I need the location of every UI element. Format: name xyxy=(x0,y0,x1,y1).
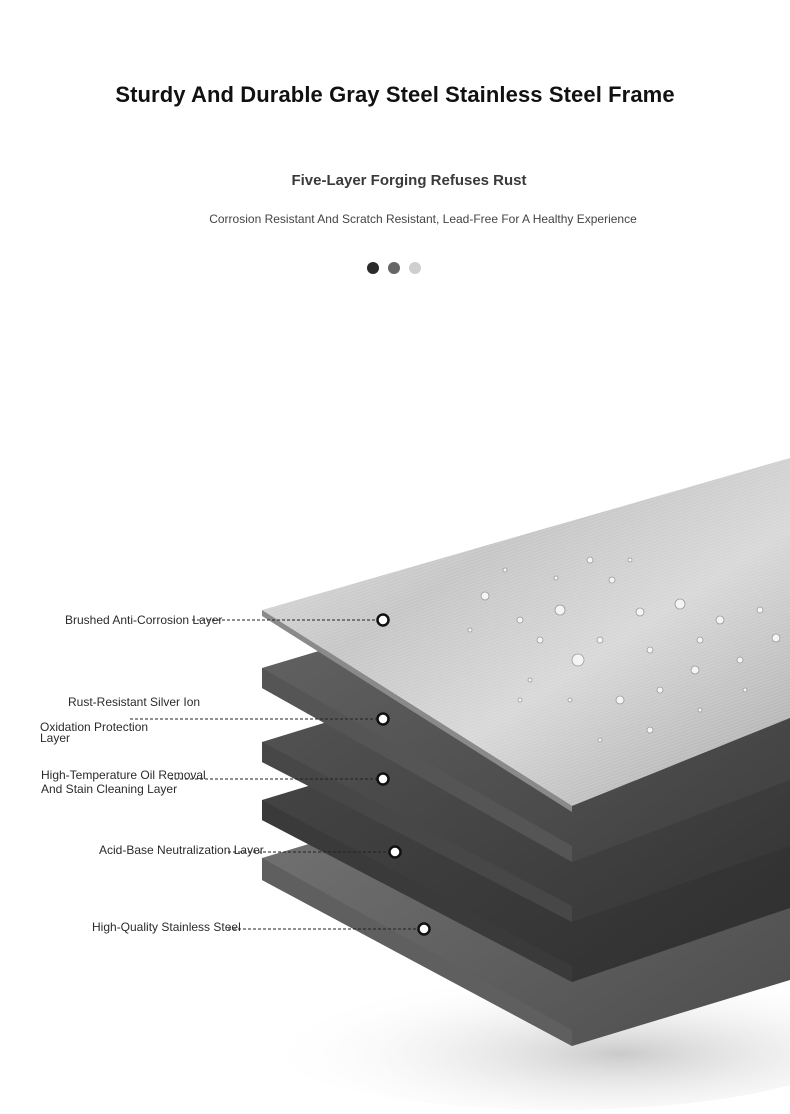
label-layer-2-line3: Layer xyxy=(40,731,71,745)
marker-layer-2[interactable] xyxy=(378,714,389,725)
marker-layer-4[interactable] xyxy=(390,847,401,858)
label-layer-2-line2: Oxidation Protection xyxy=(40,720,149,734)
label-layer-3-line2: And Stain Cleaning Layer xyxy=(41,782,178,796)
marker-layer-3[interactable] xyxy=(378,774,389,785)
marker-layer-1[interactable] xyxy=(378,615,389,626)
page-subtitle: Five-Layer Forging Refuses Rust xyxy=(291,172,527,189)
label-layer-4: Acid-Base Neutralization Layer xyxy=(99,843,264,857)
page-title: Sturdy And Durable Gray Steel Stainless Steel Frame xyxy=(115,82,675,107)
label-layer-2-line1: Rust-Resistant Silver Ion xyxy=(68,695,201,709)
label-layer-1: Brushed Anti-Corrosion Layer xyxy=(65,613,223,627)
label-layer-5: High-Quality Stainless Steel xyxy=(92,920,241,934)
label-layer-3-line1: High-Temperature Oil Removal xyxy=(41,768,206,782)
page-description: Corrosion Resistant And Scratch Resistant, Lead-Free For A Healthy Experience xyxy=(209,212,637,226)
marker-layer-5[interactable] xyxy=(419,924,430,935)
